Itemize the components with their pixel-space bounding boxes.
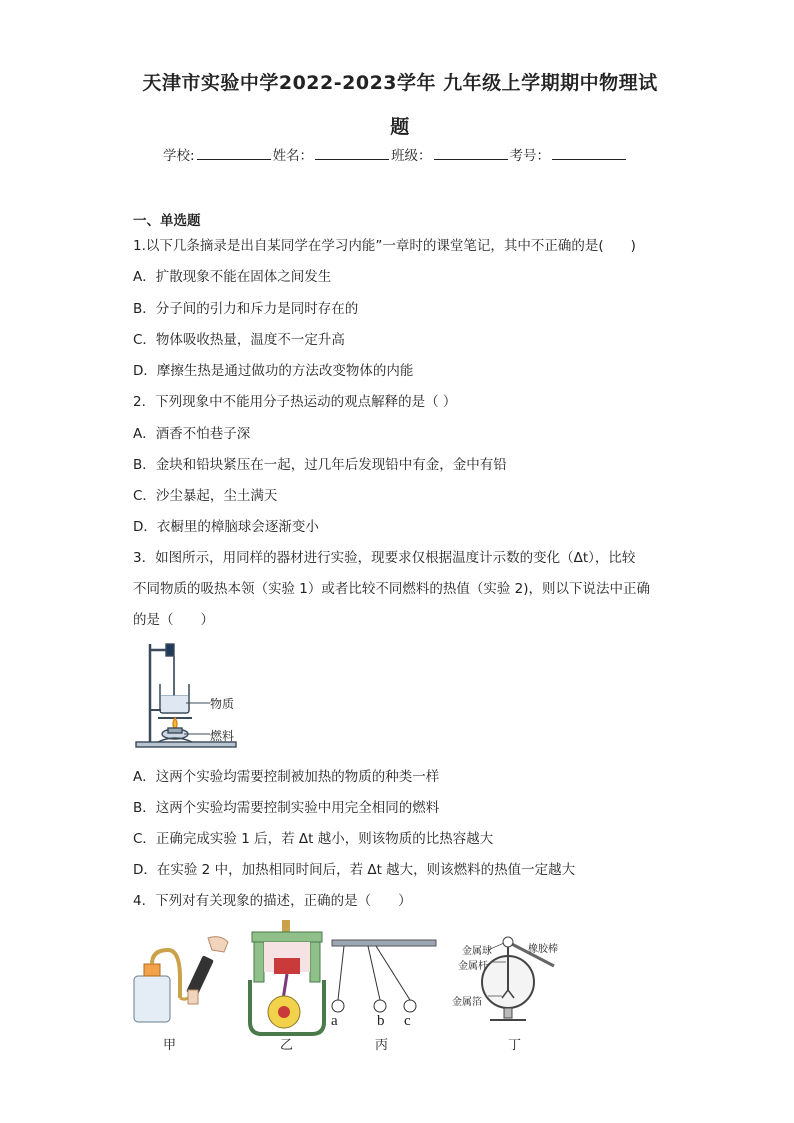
q3-stem-line1: 3．如图所示，用同样的器材进行实验，现要求仅根据温度计示数的变化（Δt），比较 [133, 550, 636, 566]
q4-stem: 4．下列对有关现象的描述，正确的是（ ） [133, 893, 412, 909]
figure-jia-label: 甲 [163, 1038, 177, 1053]
pendulum-balls-figure [330, 938, 438, 1014]
q1-option-d: D．摩擦生热是通过做功的方法改变物体的内能 [133, 363, 414, 379]
name-label: 姓名： [272, 148, 314, 164]
q3-option-c: C．正确完成实验 1 后，若 Δt 越小，则该物质的比热容越大 [133, 831, 494, 847]
metal-rod-label: 金属杆 [458, 961, 488, 972]
metal-foil-label: 金属箔 [452, 997, 482, 1008]
q3-option-d: D．在实验 2 中，加热相同时间后，若 Δt 越大，则该燃料的热值一定越大 [133, 862, 576, 878]
figure-yi-label: 乙 [280, 1038, 294, 1053]
q2-option-b: B．金块和铅块紧压在一起，过几年后发现铅中有金，金中有铅 [133, 457, 507, 473]
rubber-rod-label: 橡胶棒 [528, 944, 558, 955]
label-substance: 物质 [210, 697, 235, 711]
ball-c-label: c [404, 1013, 411, 1029]
q1-option-b: B．分子间的引力和斥力是同时存在的 [133, 301, 359, 317]
q2-option-a: A．酒香不怕巷子深 [133, 426, 251, 442]
ball-b-label: b [377, 1013, 385, 1029]
class-label: 班级： [391, 148, 432, 164]
school-blank [197, 146, 271, 160]
q3-stem-line3: 的是（ ） [133, 612, 214, 628]
ball-a-label: a [331, 1013, 338, 1029]
student-info-row [163, 144, 628, 164]
q3-option-b: B．这两个实验均需要控制实验中用完全相同的燃料 [133, 800, 440, 816]
q3-option-a: A．这两个实验均需要控制被加热的物质的种类一样 [133, 769, 440, 785]
number-blank [552, 146, 626, 160]
class-blank [434, 146, 508, 160]
engine-cylinder-figure [246, 918, 328, 1036]
q1-option-c: C．物体吸收热量，温度不一定升高 [133, 332, 345, 348]
q1-option-a: A．扩散现象不能在固体之间发生 [133, 269, 332, 285]
name-blank [315, 146, 389, 160]
label-fuel: 燃料 [210, 729, 235, 743]
section-title: 一、单选题 [133, 213, 201, 229]
q1-stem: 1.以下几条摘录是出自某同学在学习内能”一章时的课堂笔记，其中不正确的是( ) [133, 238, 636, 254]
q2-option-c: C．沙尘暴起，尘土满天 [133, 488, 278, 504]
exam-title-line1: 天津市实验中学2022-2023学年 九年级上学期期中物理试 [142, 72, 658, 94]
figure-ding-label: 丁 [508, 1038, 522, 1053]
bottle-pump-figure [128, 928, 238, 1028]
q3-stem-line2: 不同物质的吸热本领（实验 1）或者比较不同燃料的热值（实验 2)，则以下说法中正确 [133, 581, 651, 597]
q2-stem: 2．下列现象中不能用分子热运动的观点解释的是（ ） [133, 394, 457, 410]
number-label: 考号： [509, 148, 551, 164]
figure-bing-label: 丙 [375, 1038, 389, 1053]
q2-option-d: D．衣橱里的樟脑球会逐渐变小 [133, 519, 319, 535]
school-label: 学校: [163, 148, 195, 164]
metal-ball-label: 金属球 [462, 946, 492, 957]
exam-title-line2: 题 [390, 116, 410, 138]
